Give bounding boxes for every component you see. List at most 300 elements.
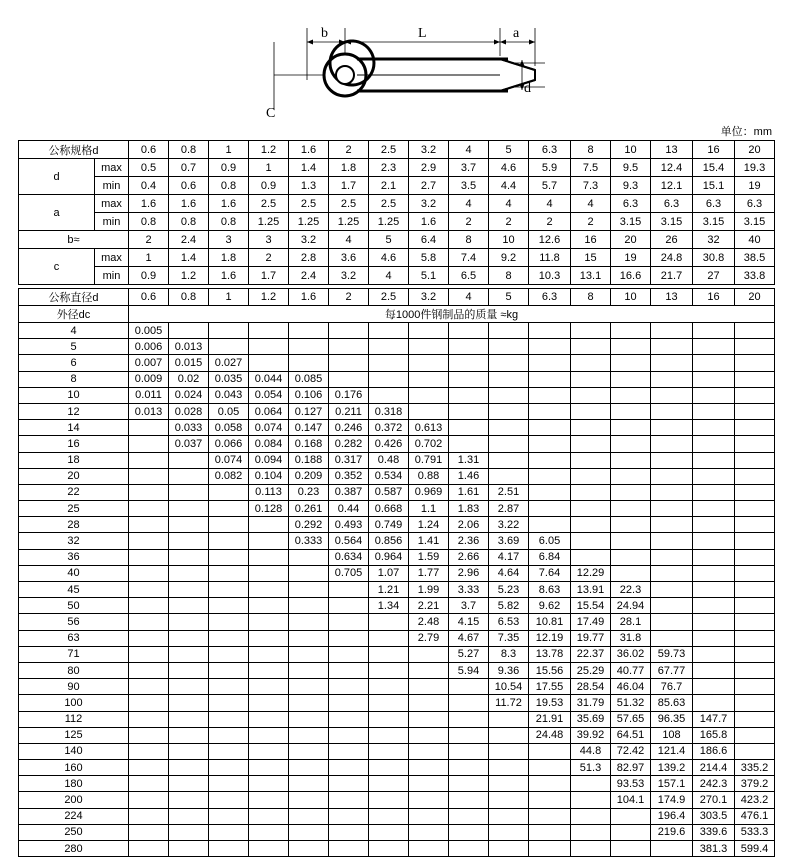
cell (409, 760, 449, 776)
row-sub-label: max (95, 249, 129, 267)
cell (369, 339, 409, 355)
cell (369, 808, 409, 824)
cell: 335.2 (735, 760, 775, 776)
cell (289, 614, 329, 630)
table-row (19, 792, 775, 808)
cell (369, 630, 409, 646)
cell: 6.3 (735, 195, 775, 213)
cell: 72.42 (611, 743, 651, 759)
cell (249, 695, 289, 711)
cell (735, 371, 775, 387)
table-row (19, 743, 775, 759)
cell (289, 646, 329, 662)
row-dc-value: 28 (19, 517, 129, 533)
cell (129, 776, 169, 792)
cell: 4.4 (489, 177, 529, 195)
cell (611, 501, 651, 517)
cell: 1.6 (169, 195, 209, 213)
cell: 0.127 (289, 403, 329, 419)
cell (735, 727, 775, 743)
cell: 4 (329, 231, 369, 249)
cell: 6.3 (651, 195, 693, 213)
cell: 242.3 (693, 776, 735, 792)
cell: 10.3 (529, 267, 571, 285)
cell (209, 582, 249, 598)
cell: 8 (449, 231, 489, 249)
cell: 165.8 (693, 727, 735, 743)
header-size-15: 20 (735, 141, 775, 159)
cell: 0.8 (209, 213, 249, 231)
cell: 0.969 (409, 484, 449, 500)
cell: 0.564 (329, 533, 369, 549)
cell: 0.128 (249, 501, 289, 517)
cell: 19.77 (571, 630, 611, 646)
cell (409, 323, 449, 339)
cell (329, 371, 369, 387)
header-size-9: 5 (489, 141, 529, 159)
table-row (19, 679, 775, 695)
cell (449, 824, 489, 840)
cell: 25.29 (571, 662, 611, 678)
cell: 1.21 (369, 582, 409, 598)
cell: 21.7 (651, 267, 693, 285)
cell (571, 420, 611, 436)
cell (529, 339, 571, 355)
cell: 476.1 (735, 808, 775, 824)
cell (735, 420, 775, 436)
cell (369, 743, 409, 759)
cell (249, 533, 289, 549)
cell (449, 711, 489, 727)
cell: 35.69 (571, 711, 611, 727)
cell: 4.15 (449, 614, 489, 630)
table-row (19, 159, 775, 177)
cell: 0.634 (329, 549, 369, 565)
cell: 12.29 (571, 565, 611, 581)
cell (693, 403, 735, 419)
cell: 1.6 (129, 195, 169, 213)
cell (611, 549, 651, 565)
cell (571, 501, 611, 517)
cell (693, 339, 735, 355)
cell (289, 824, 329, 840)
cell: 38.5 (735, 249, 775, 267)
cell (651, 371, 693, 387)
cell (409, 646, 449, 662)
cell (249, 711, 289, 727)
cell: 3.2 (329, 267, 369, 285)
cell: 0.856 (369, 533, 409, 549)
header-size-0: 0.6 (129, 289, 169, 306)
cell (651, 355, 693, 371)
cell (693, 371, 735, 387)
cell: 15.56 (529, 662, 571, 678)
cell (209, 760, 249, 776)
cell (129, 679, 169, 695)
cell: 1.6 (209, 267, 249, 285)
cell (289, 743, 329, 759)
cotter-pin-diagram (0, 0, 790, 125)
cell (209, 776, 249, 792)
header-size-6: 2.5 (369, 289, 409, 306)
cell (289, 727, 329, 743)
header-size-8: 4 (449, 141, 489, 159)
cell: 2.79 (409, 630, 449, 646)
cell (529, 355, 571, 371)
cell (289, 355, 329, 371)
cell: 2.48 (409, 614, 449, 630)
cell: 9.2 (489, 249, 529, 267)
cell (735, 614, 775, 630)
cell: 0.318 (369, 403, 409, 419)
cell: 6.3 (611, 195, 651, 213)
cell (571, 468, 611, 484)
row-sub-label: max (95, 159, 129, 177)
cell (735, 468, 775, 484)
cell (735, 501, 775, 517)
row-group-label: b≈ (19, 231, 129, 249)
cell (651, 565, 693, 581)
cell (329, 630, 369, 646)
cell (129, 630, 169, 646)
cell (129, 452, 169, 468)
cell: 24.8 (651, 249, 693, 267)
cell: 3.15 (611, 213, 651, 231)
cell: 3 (249, 231, 289, 249)
cell (651, 420, 693, 436)
cell (209, 679, 249, 695)
cell (249, 792, 289, 808)
table-row (19, 306, 775, 323)
cell (651, 468, 693, 484)
cell (369, 614, 409, 630)
cell: 3.2 (289, 231, 329, 249)
table-row (19, 177, 775, 195)
cell: 8 (489, 267, 529, 285)
cell (169, 533, 209, 549)
cell (369, 679, 409, 695)
cell (693, 679, 735, 695)
cell: 32 (693, 231, 735, 249)
header-size-6: 2.5 (369, 141, 409, 159)
cell: 1.59 (409, 549, 449, 565)
cell (169, 743, 209, 759)
cell (129, 565, 169, 581)
dim-label-L: L (418, 26, 427, 41)
cell (369, 646, 409, 662)
cell: 0.013 (129, 403, 169, 419)
cell: 6.05 (529, 533, 571, 549)
header-size-5: 2 (329, 141, 369, 159)
cell (409, 776, 449, 792)
cell: 0.7 (169, 159, 209, 177)
cell: 2.9 (409, 159, 449, 177)
cell (209, 841, 249, 857)
cell (129, 436, 169, 452)
cell: 26 (651, 231, 693, 249)
cell: 16 (571, 231, 611, 249)
row-dc-value: 14 (19, 420, 129, 436)
dim-label-a: a (513, 26, 520, 41)
cell: 0.009 (129, 371, 169, 387)
cell (735, 695, 775, 711)
row-dc-value: 80 (19, 662, 129, 678)
cell: 59.73 (651, 646, 693, 662)
cell: 1.3 (289, 177, 329, 195)
cell: 13.78 (529, 646, 571, 662)
cell: 7.64 (529, 565, 571, 581)
cell: 3.15 (735, 213, 775, 231)
cell (289, 760, 329, 776)
cell: 0.44 (329, 501, 369, 517)
cell (449, 323, 489, 339)
cell (209, 517, 249, 533)
cell: 303.5 (693, 808, 735, 824)
row-dc-value: 40 (19, 565, 129, 581)
cell: 0.246 (329, 420, 369, 436)
cell: 46.04 (611, 679, 651, 695)
table-row (19, 549, 775, 565)
cell (735, 533, 775, 549)
cell (735, 630, 775, 646)
cell: 0.188 (289, 452, 329, 468)
cell (651, 549, 693, 565)
cell: 0.013 (169, 339, 209, 355)
cell (129, 662, 169, 678)
cell: 0.044 (249, 371, 289, 387)
cell: 121.4 (651, 743, 693, 759)
cell: 214.4 (693, 760, 735, 776)
cell (289, 776, 329, 792)
cell (571, 517, 611, 533)
cell (571, 323, 611, 339)
table-row (19, 517, 775, 533)
cell: 2 (571, 213, 611, 231)
cell (209, 501, 249, 517)
cell (289, 792, 329, 808)
cell: 67.77 (651, 662, 693, 678)
cell (693, 582, 735, 598)
cell (409, 695, 449, 711)
cell (129, 501, 169, 517)
cell: 28.1 (611, 614, 651, 630)
cell: 0.082 (209, 468, 249, 484)
cell (693, 598, 735, 614)
row-dc-value: 71 (19, 646, 129, 662)
row-dc-value: 160 (19, 760, 129, 776)
cell: 0.007 (129, 355, 169, 371)
cell (129, 420, 169, 436)
cell (209, 565, 249, 581)
row-group-label: d (19, 159, 95, 195)
cell (129, 792, 169, 808)
row-dc-value: 50 (19, 598, 129, 614)
cell (209, 662, 249, 678)
cell (651, 598, 693, 614)
cell: 0.426 (369, 436, 409, 452)
cell (449, 403, 489, 419)
cell: 12.4 (651, 159, 693, 177)
cell (529, 776, 571, 792)
cell (329, 841, 369, 857)
cell: 0.372 (369, 420, 409, 436)
cell: 4.67 (449, 630, 489, 646)
cell (735, 339, 775, 355)
cell (449, 727, 489, 743)
cell (693, 630, 735, 646)
cell: 0.352 (329, 468, 369, 484)
cell: 0.074 (209, 452, 249, 468)
cell (329, 582, 369, 598)
cell (735, 598, 775, 614)
cell (449, 371, 489, 387)
cell (369, 355, 409, 371)
table-row (19, 267, 775, 285)
cell (209, 711, 249, 727)
cell: 24.48 (529, 727, 571, 743)
cell: 3.15 (693, 213, 735, 231)
cell: 0.9 (209, 159, 249, 177)
cell (489, 808, 529, 824)
cell: 19.53 (529, 695, 571, 711)
cell (249, 760, 289, 776)
cell: 0.064 (249, 403, 289, 419)
header-size-15: 20 (735, 289, 775, 306)
header-size-14: 16 (693, 141, 735, 159)
cell (289, 598, 329, 614)
cell: 0.6 (169, 177, 209, 195)
cell (289, 582, 329, 598)
cell (129, 727, 169, 743)
cell (169, 517, 209, 533)
cell: 2 (249, 249, 289, 267)
cell: 3.69 (489, 533, 529, 549)
cell: 381.3 (693, 841, 735, 857)
cell: 0.8 (209, 177, 249, 195)
cell: 108 (651, 727, 693, 743)
cell: 40.77 (611, 662, 651, 678)
cell: 1.8 (329, 159, 369, 177)
cell: 2.5 (289, 195, 329, 213)
cell (169, 662, 209, 678)
cell (571, 452, 611, 468)
cell: 6.4 (409, 231, 449, 249)
cell: 85.63 (651, 695, 693, 711)
cell (129, 614, 169, 630)
table-row (19, 249, 775, 267)
dim-label-c: C (266, 106, 276, 121)
cell: 1.4 (289, 159, 329, 177)
cell: 0.534 (369, 468, 409, 484)
cell: 4 (449, 195, 489, 213)
cell (249, 339, 289, 355)
cell: 2 (449, 213, 489, 231)
cell (329, 792, 369, 808)
cell: 22.37 (571, 646, 611, 662)
cell (489, 760, 529, 776)
cell (611, 533, 651, 549)
cell: 82.97 (611, 760, 651, 776)
cell (489, 776, 529, 792)
cell: 8.63 (529, 582, 571, 598)
cell (651, 484, 693, 500)
cell (249, 355, 289, 371)
cell (693, 695, 735, 711)
cell: 7.3 (571, 177, 611, 195)
cell: 64.51 (611, 727, 651, 743)
row-dc-value: 32 (19, 533, 129, 549)
cell: 0.705 (329, 565, 369, 581)
cell (693, 420, 735, 436)
cell: 1.2 (169, 267, 209, 285)
cell (369, 776, 409, 792)
table-row (19, 565, 775, 581)
cell (129, 760, 169, 776)
cell: 33.8 (735, 267, 775, 285)
cell (249, 841, 289, 857)
cell (169, 582, 209, 598)
cell: 8.3 (489, 646, 529, 662)
cell: 2.5 (369, 195, 409, 213)
cell: 1.25 (289, 213, 329, 231)
cell (735, 662, 775, 678)
cell (611, 387, 651, 403)
cell: 0.006 (129, 339, 169, 355)
cell (489, 355, 529, 371)
cell: 1.7 (249, 267, 289, 285)
cell: 0.209 (289, 468, 329, 484)
cell (571, 436, 611, 452)
cell (209, 743, 249, 759)
cell (409, 824, 449, 840)
header-size-10: 6.3 (529, 141, 571, 159)
cell: 2.06 (449, 517, 489, 533)
cell: 533.3 (735, 824, 775, 840)
table-row (19, 727, 775, 743)
cell: 13.1 (571, 267, 611, 285)
cell (249, 727, 289, 743)
cell (651, 403, 693, 419)
cell (529, 468, 571, 484)
cell (735, 646, 775, 662)
table-row (19, 662, 775, 678)
cell (571, 403, 611, 419)
row-dc-value: 36 (19, 549, 129, 565)
cell: 1.83 (449, 501, 489, 517)
cell (169, 549, 209, 565)
cell (369, 824, 409, 840)
cell: 1.1 (409, 501, 449, 517)
row-group-label: c (19, 249, 95, 285)
cell: 39.92 (571, 727, 611, 743)
cell (289, 662, 329, 678)
header-size-4: 1.6 (289, 141, 329, 159)
cell (129, 533, 169, 549)
cell: 12.6 (529, 231, 571, 249)
cell (209, 808, 249, 824)
cell: 1 (249, 159, 289, 177)
cell: 6.84 (529, 549, 571, 565)
cell: 1.6 (409, 213, 449, 231)
cell (129, 517, 169, 533)
cell (693, 436, 735, 452)
row-dc-value: 280 (19, 841, 129, 857)
cell: 0.024 (169, 387, 209, 403)
header-size-13: 13 (651, 141, 693, 159)
cell: 1.7 (329, 177, 369, 195)
cell (289, 630, 329, 646)
cell (693, 549, 735, 565)
